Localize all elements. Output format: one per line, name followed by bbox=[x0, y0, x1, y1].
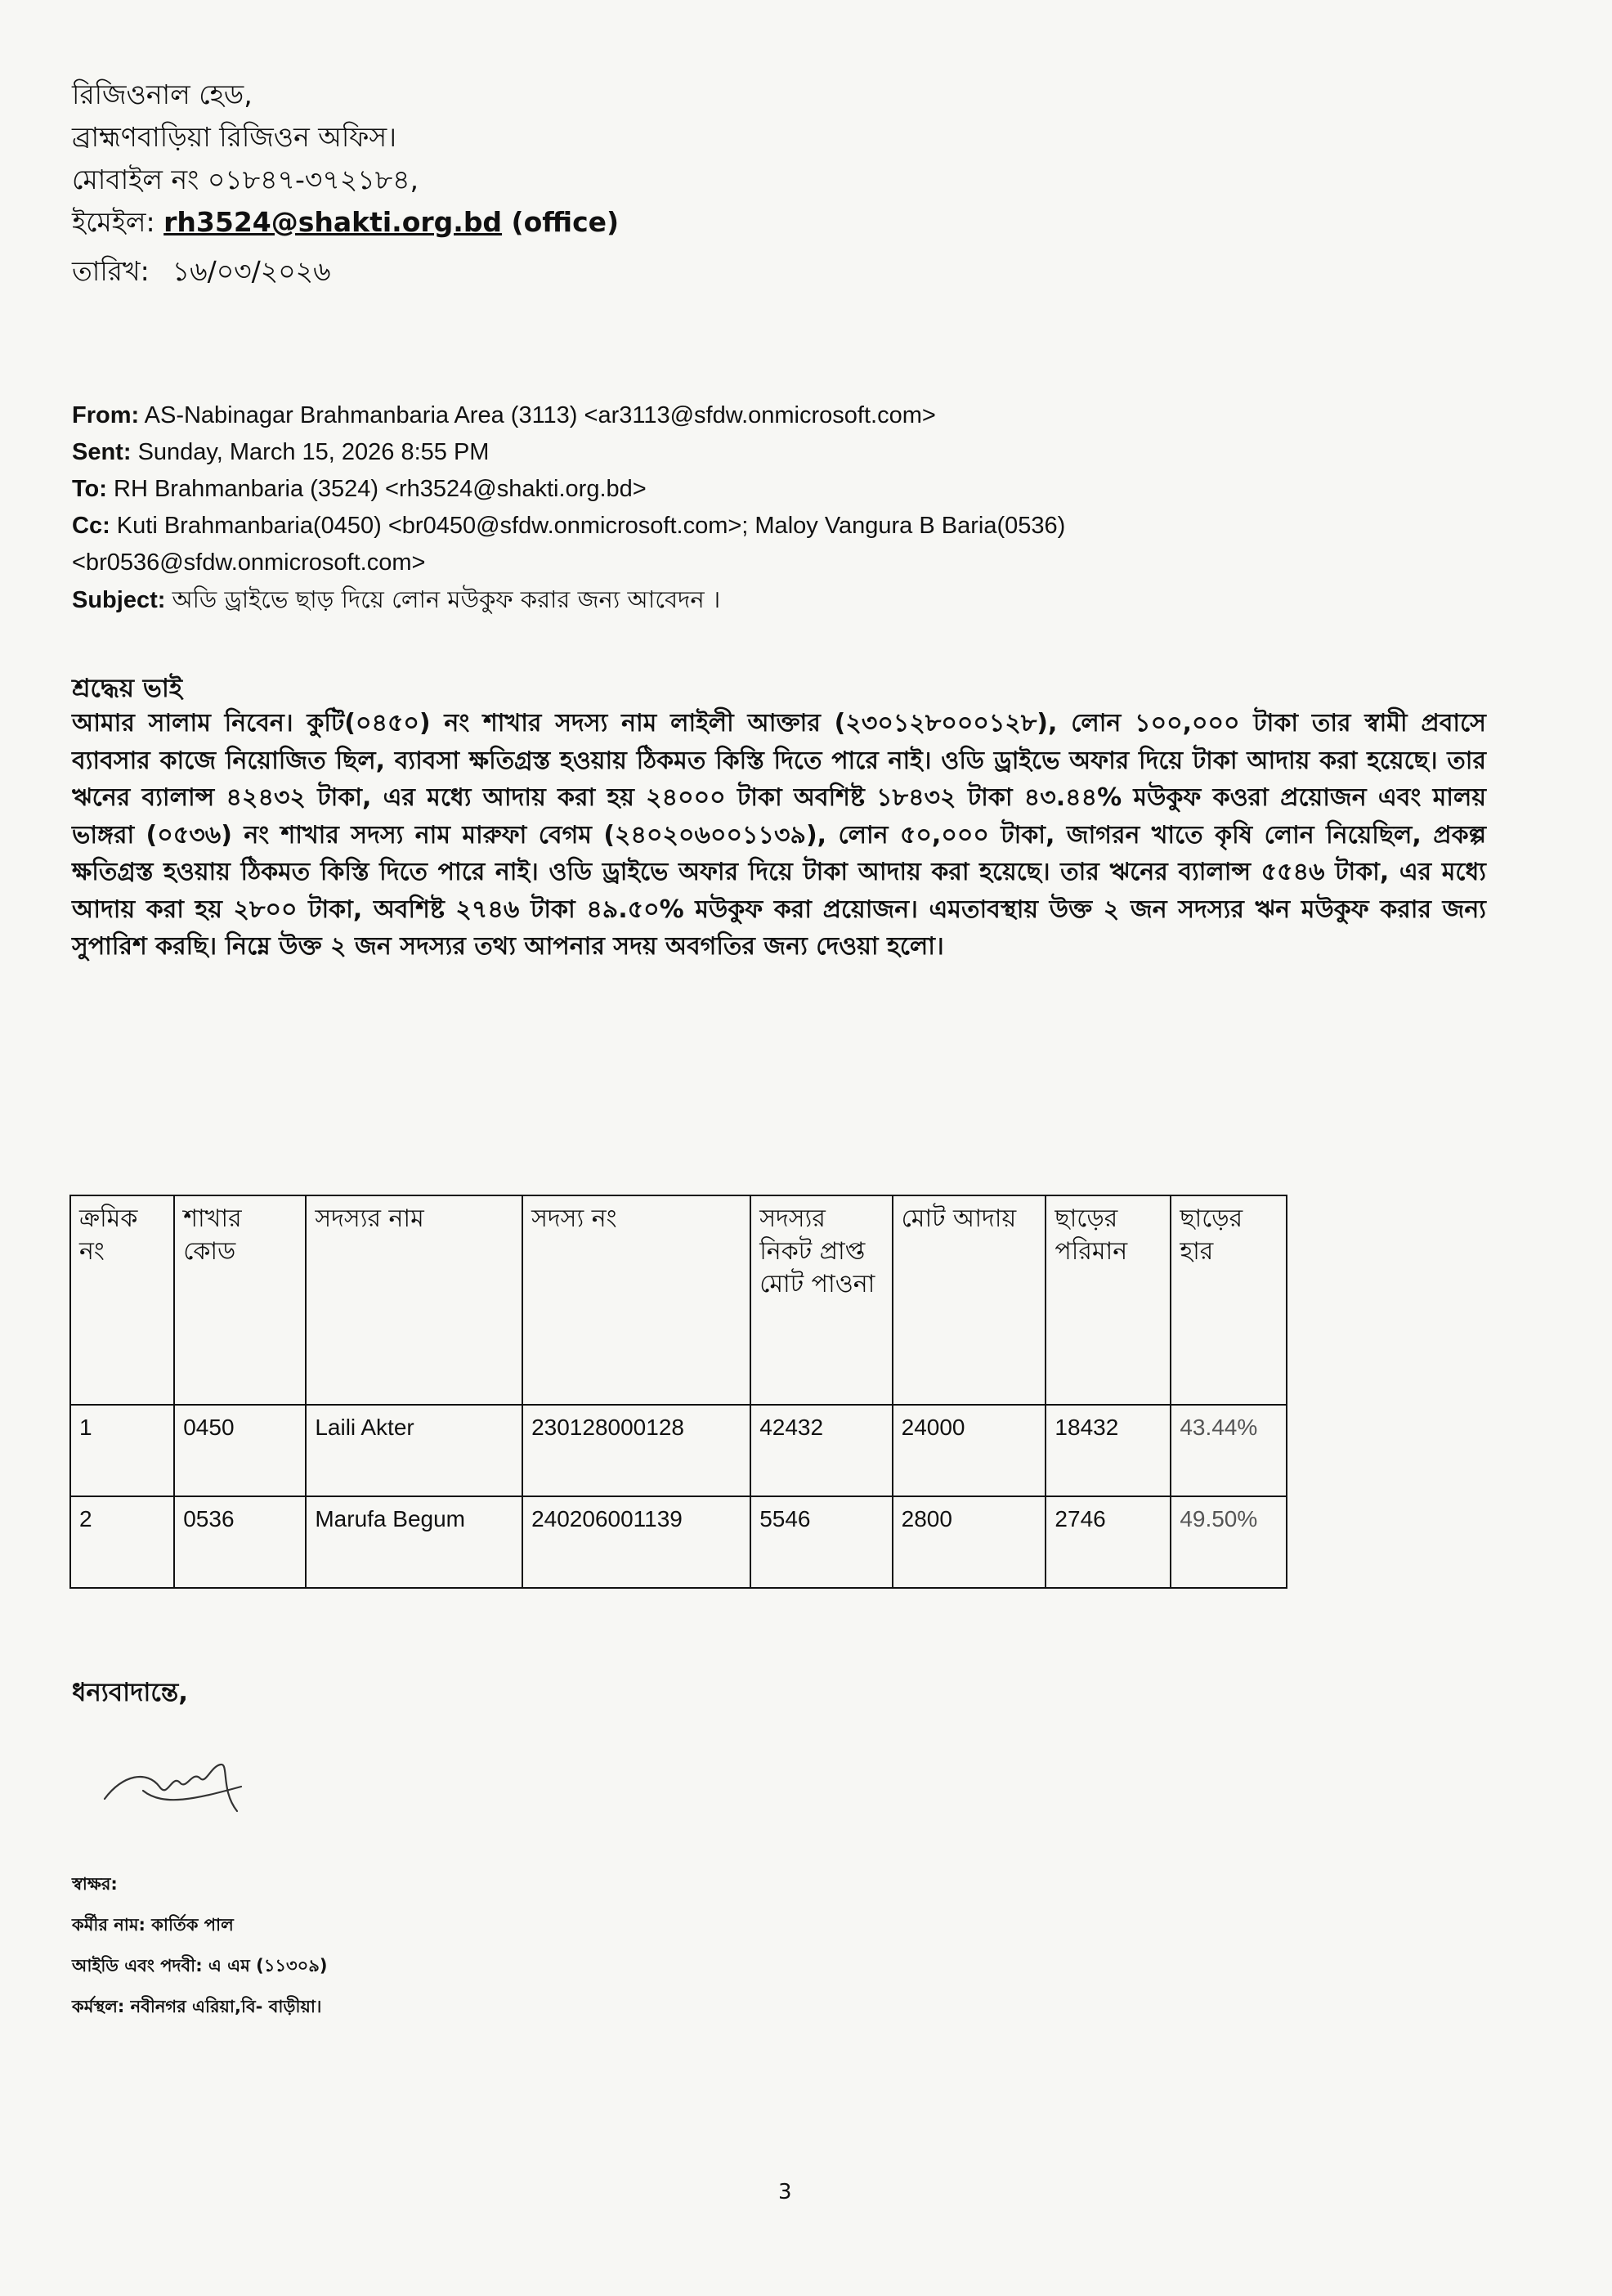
page-number: 3 bbox=[778, 2180, 792, 2204]
date-label: তারিখ: bbox=[72, 255, 150, 287]
to-value: RH Brahmanbaria (3524) <rh3524@shakti.org.bd> bbox=[114, 476, 647, 502]
subject-value: অডি ড্রাইভে ছাড় দিয়ে লোন মউকুফ করার জন্য আবেদন । bbox=[172, 585, 721, 613]
col-branch-code: শাখার কোড bbox=[174, 1195, 306, 1405]
member-table bbox=[69, 1195, 1287, 1589]
to-label: To: bbox=[72, 476, 107, 502]
cell-waiver-amount: 18432 bbox=[1046, 1405, 1171, 1496]
email-label: ইমেইল: bbox=[72, 206, 164, 238]
email-from bbox=[72, 401, 936, 430]
cell-total-due: 5546 bbox=[750, 1496, 892, 1588]
recipient-office: ব্রাহ্মণবাড়িয়া রিজিওন অফিস। bbox=[72, 121, 397, 153]
letter-body: আমার সালাম নিবেন। কুটি(০৪৫০) নং শাখার সদস্য নাম লাইলী আক্তার (২৩০১২৮০০০১২৮), লোন ১০০,০০০ টাকা তার স্বামী প্রবাসে ব্যাবসার কাজে নিয়োজিত ছিল, ব্যাবসা ক্ষতিগ্রস্ত হওয়ায় ঠিকমত কিস্তি দিতে পারে নাই। ওডি ড্রাইভে অফার দিয়ে টাকা আদায় করা হয়েছে। তার ঋনের ব্যালান্স ৪২৪৩২ টাকা, এর মধ্যে আদায় করা হয় ২৪০০০ টাকা অবশিষ্ট ১৮৪৩২ টাকা ৪৩.৪৪% মউকুফ কওরা প্রয়োজন এবং মালয় ভাঙ্গরা (০৫৩৬) নং শাখার সদস্য নাম মারুফা বেগম (২৪০২০৬০০১১৩৯), লোন ৫০,০০০ টাকা, জাগরন খাতে কৃষি লোন নিয়েছিল, প্রকল্প ক্ষতিগ্রস্ত হওয়ায় ঠিকমত কিস্তি দিতে পারে নাই। ওডি ড্রাইভে অফার দিয়ে টাকা আদায় করা হয়েছে। তার ঋনের ব্যালান্স ৫৫৪৬ টাকা, এর মধ্যে আদায় করা হয় ২৮০০ টাকা, অবশিষ্ট ২৭৪৬ টাকা ৪৯.৫০% মউকুফ করা প্রয়োজন। এমতাবস্থায় উক্ত ২ জন সদস্যর ঋন মউকুফ করার জন্য সুপারিশ করছি। নিম্নে উক্ত ২ জন সদস্যর তথ্য আপনার সদয় অবগতির জন্য দেওয়া হলো। bbox=[72, 709, 1486, 961]
col-total-due: সদস্যর নিকট প্রাপ্ত মোট পাওনা bbox=[750, 1195, 892, 1405]
recipient-mobile: মোবাইল নং ০১৮৪৭-৩৭২১৮৪, bbox=[72, 164, 419, 195]
cell-serial: 2 bbox=[70, 1496, 174, 1588]
email-address-link[interactable]: rh3524@shakti.org.bd bbox=[163, 206, 503, 238]
cell-total-collected: 2800 bbox=[893, 1496, 1046, 1588]
recipient-title: রিজিওনাল হেড, bbox=[72, 78, 253, 110]
col-serial: ক্রমিক নং bbox=[70, 1195, 174, 1405]
email-subject bbox=[72, 585, 720, 615]
cell-waiver-rate: 43.44% bbox=[1171, 1405, 1287, 1496]
cell-waiver-rate: 49.50% bbox=[1171, 1496, 1287, 1588]
email-sent bbox=[72, 437, 489, 467]
cell-serial: 1 bbox=[70, 1405, 174, 1496]
table-row bbox=[70, 1405, 1287, 1496]
email-cc bbox=[72, 511, 1065, 540]
cell-branch-code: 0450 bbox=[174, 1405, 306, 1496]
letter-date bbox=[72, 255, 331, 288]
from-value: AS-Nabinagar Brahmanbaria Area (3113) <ar3113@sfdw.onmicrosoft.com> bbox=[144, 402, 936, 428]
cell-waiver-amount: 2746 bbox=[1046, 1496, 1171, 1588]
salutation: শ্রদ্ধেয় ভাই bbox=[72, 674, 182, 703]
signer-workplace: কর্মস্থল: নবীনগর এরিয়া,বি- বাড়ীয়া। bbox=[72, 1997, 322, 2016]
from-label: From: bbox=[72, 402, 140, 428]
col-member-name: সদস্যর নাম bbox=[306, 1195, 522, 1405]
cell-member-name: Laili Akter bbox=[306, 1405, 522, 1496]
signer-id-designation: আইডি এবং পদবী: এ এম (১১৩০৯) bbox=[72, 1956, 328, 1975]
table-header-row bbox=[70, 1195, 1287, 1405]
recipient-email bbox=[72, 206, 619, 239]
cc-value-2: <br0536@sfdw.onmicrosoft.com> bbox=[72, 549, 426, 576]
cell-branch-code: 0536 bbox=[174, 1496, 306, 1588]
cell-total-collected: 24000 bbox=[893, 1405, 1046, 1496]
cc-label: Cc: bbox=[72, 513, 110, 539]
col-waiver-amount: ছাড়ের পরিমান bbox=[1046, 1195, 1171, 1405]
closing: ধন্যবাদান্তে, bbox=[72, 1678, 188, 1707]
cell-member-no: 240206001139 bbox=[522, 1496, 750, 1588]
email-suffix: (office) bbox=[502, 206, 620, 238]
cc-value: Kuti Brahmanbaria(0450) <br0450@sfdw.onmicrosoft.com>; Maloy Vangura B Baria(0536) bbox=[116, 513, 1066, 539]
col-waiver-rate: ছাড়ের হার bbox=[1171, 1195, 1287, 1405]
sent-label: Sent: bbox=[72, 439, 132, 465]
handwritten-signature bbox=[98, 1742, 253, 1832]
subject-label: Subject: bbox=[72, 587, 166, 613]
col-total-collected: মোট আদায় bbox=[893, 1195, 1046, 1405]
date-value: ১৬/০৩/২০২৬ bbox=[172, 255, 331, 287]
signature-label: স্বাক্ষর: bbox=[72, 1874, 118, 1894]
email-cc-cont bbox=[72, 548, 425, 577]
table-row bbox=[70, 1496, 1287, 1588]
cell-member-no: 230128000128 bbox=[522, 1405, 750, 1496]
cell-member-name: Marufa Begum bbox=[306, 1496, 522, 1588]
email-to bbox=[72, 474, 647, 504]
col-member-no: সদস্য নং bbox=[522, 1195, 750, 1405]
signer-name: কর্মীর নাম: কার্তিক পাল bbox=[72, 1915, 234, 1935]
sent-value: Sunday, March 15, 2026 8:55 PM bbox=[137, 439, 490, 465]
cell-total-due: 42432 bbox=[750, 1405, 892, 1496]
